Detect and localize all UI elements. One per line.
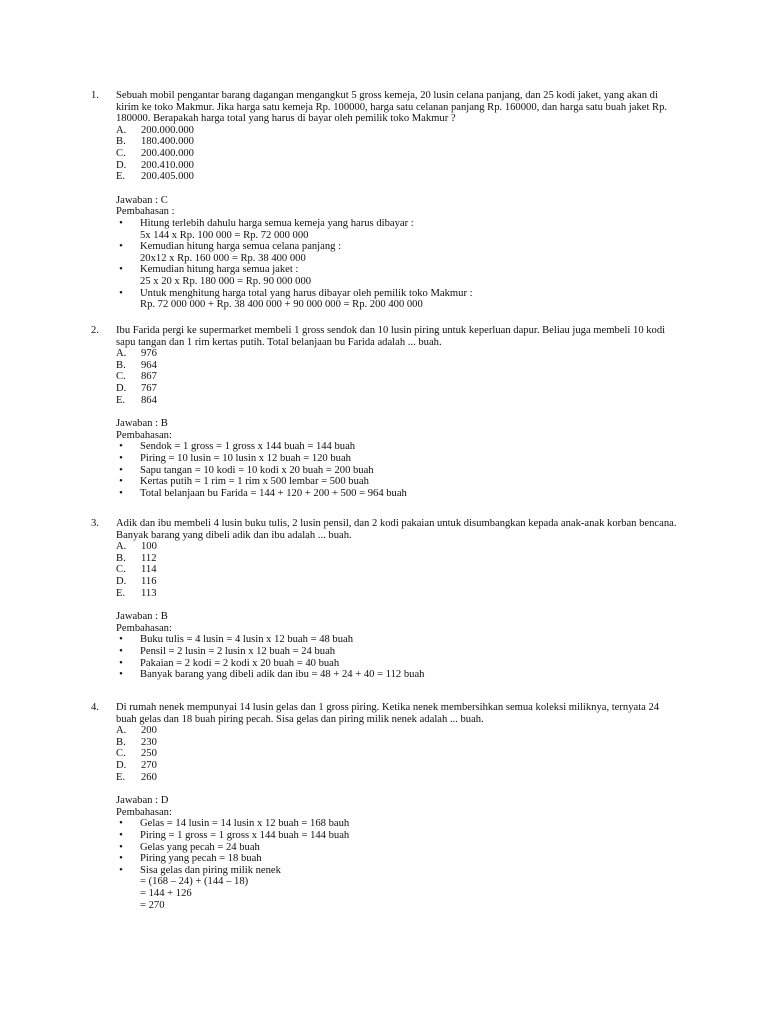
answer-key: Jawaban : B [116,611,168,623]
option-letter: A. [116,348,127,360]
option-value: 180.400.000 [141,136,194,148]
option-letter: E. [116,394,126,406]
explanation-item [116,264,681,287]
bullet-icon: • [119,464,123,476]
bullet-icon: • [119,264,123,276]
question-text: Sebuah mobil pengantar barang dagangan mengangkut 5 gross kemeja, 20 lusin celana panjang, dan 25 kodi jaket, yang akan di kirim ke toko Makmur. Jika harga satu kemeja Rp. 100000, harga satu celanan panjang Rp. 160000, dan harga satu buah jaket Rp. 180000. Berapakah harga total yang harus di bayar oleh pemilik toko Makmur ? [116,90,668,125]
explanation-line: Kertas putih = 1 rim = 1 rim x 500 lembar = 500 buah [140,476,369,488]
explanation-line: Total belanjaan bu Farida = 144 + 120 + 200 + 500 = 964 buah [140,487,407,499]
bullet-icon: • [119,287,123,299]
answer-key: Jawaban : B [116,418,168,430]
option-value: 200.000.000 [141,124,194,136]
explanation-line: Gelas yang pecah = 24 buah [140,841,260,853]
question-number: 4. [91,702,99,713]
explanation-list [116,441,681,499]
bullet-icon: • [119,441,123,453]
option-value: 200 [141,725,157,737]
explanation-item [116,476,681,488]
bullet-icon: • [119,829,123,841]
explanation-line: Kemudian hitung harga semua celana panjang : [140,241,342,253]
question-2 [91,325,681,499]
option-value: 200.410.000 [141,159,194,171]
explanation-item [116,465,681,477]
answer-option [116,748,681,760]
explanation-line: Sendok = 1 gross = 1 gross x 144 buah = 144 buah [140,441,356,453]
explanation-line: Piring yang pecah = 18 buah [140,853,262,865]
option-value: 116 [141,575,157,587]
explanation-line: = 270 [140,899,165,911]
explanation-line: Rp. 72 000 000 + Rp. 38 400 000 + 90 000 000 = Rp. 200 400 000 [140,299,423,311]
question-1 [91,90,681,311]
explanation-list [116,218,681,311]
option-letter: A. [116,124,127,136]
option-value: 113 [141,587,157,599]
explanation-line: = 144 + 126 [140,887,192,899]
answer-option [116,395,681,407]
bullet-icon: • [119,634,123,646]
explanation-line: Sapu tangan = 10 kodi = 10 kodi x 20 buah = 200 buah [140,464,374,476]
explanation-item [116,669,681,681]
option-letter: B. [116,359,126,371]
option-letter: B. [116,136,126,148]
option-value: 767 [141,382,157,394]
option-value: 864 [141,394,157,406]
answer-option [116,541,681,553]
option-letter: C. [116,564,126,576]
explanation-line: Gelas = 14 lusin = 14 lusin x 12 buah = 168 bauh [140,818,350,830]
option-letter: A. [116,725,127,737]
explanation-line: 20x12 x Rp. 160 000 = Rp. 38 400 000 [140,252,306,264]
answer-option [116,737,681,749]
bullet-icon: • [119,452,123,464]
bullet-icon: • [119,853,123,865]
explanation-item [116,488,681,500]
bullet-icon: • [119,864,123,876]
bullet-icon: • [119,841,123,853]
explanation-line: = (168 – 24) + (144 – 18) [140,876,249,888]
question-number: 3. [91,518,99,529]
answer-key: Jawaban : C [116,194,168,206]
explanation-item [116,853,681,865]
explanation-item [116,634,681,646]
explanation-item [116,658,681,670]
explanation-item [116,218,681,241]
explanation-list [116,634,681,680]
explanation-line: Piring = 10 lusin = 10 lusin x 12 buah = 120 buah [140,452,351,464]
explanation-item [116,441,681,453]
answer-option [116,348,681,360]
answer-option [116,576,681,588]
question-number: 2. [91,325,99,336]
explanation-item [116,842,681,854]
bullet-icon: • [119,818,123,830]
bullet-icon: • [119,657,123,669]
option-letter: D. [116,759,127,771]
bullet-icon: • [119,487,123,499]
explanation-label: Pembahasan: [116,622,172,634]
answer-option [116,171,681,183]
explanation-item [116,830,681,842]
explanation-list [116,818,681,911]
option-letter: C. [116,147,126,159]
option-value: 100 [141,541,157,553]
bullet-icon: • [119,476,123,488]
option-letter: C. [116,748,126,760]
bullet-icon: • [119,217,123,229]
option-letter: A. [116,541,127,553]
explanation-line: Buku tulis = 4 lusin = 4 lusin x 12 buah = 48 buah [140,634,354,646]
answer-option [116,725,681,737]
explanation-line: Pakaian = 2 kodi = 2 kodi x 20 buah = 40 buah [140,657,340,669]
explanation-line: Hitung terlebih dahulu harga semua kemeja yang harus dibayar : [140,217,414,229]
option-value: 200.400.000 [141,147,194,159]
option-value: 964 [141,359,157,371]
explanation-item [116,865,681,911]
question-4 [91,702,681,911]
answer-key: Jawaban : D [116,795,169,807]
explanation-line: Piring = 1 gross = 1 gross x 144 buah = 144 buah [140,829,350,841]
answer-option [116,160,681,172]
option-value: 250 [141,748,157,760]
question-number: 1. [91,90,99,101]
explanation-item [116,818,681,830]
answer-option [116,360,681,372]
explanation-line: Sisa gelas dan piring milik nenek [140,864,281,876]
option-value: 270 [141,759,157,771]
explanation-label: Pembahasan: [116,806,172,818]
bullet-icon: • [119,241,123,253]
question-text: Adik dan ibu membeli 4 lusin buku tulis, 2 lusin pensil, dan 2 kodi pakaian untuk disumbangkan kepada anak-anak korban bencana. Banyak barang yang dibeli adik dan ibu adalah ... buah. [116,518,677,541]
option-letter: D. [116,159,127,171]
explanation-line: Untuk menghitung harga total yang harus dibayar oleh pemilik toko Makmur : [140,287,473,299]
question-text: Ibu Farida pergi ke supermarket membeli 1 gross sendok dan 10 lusin piring untuk keperluan dapur. Beliau juga membeli 10 kodi sapu tangan dan 1 rim kertas putih. Total belanjaan bu Farida adalah ... buah. [116,325,666,348]
question-text: Di rumah nenek mempunyai 14 lusin gelas dan 1 gross piring. Ketika nenek membersihkan semua koleksi miliknya, ternyata 24 buah gelas dan 18 buah piring pecah. Sisa gelas dan piring milik nenek adalah ... buah. [116,702,660,725]
bullet-icon: • [119,645,123,657]
explanation-item [116,241,681,264]
explanation-line: Banyak barang yang dibeli adik dan ibu = 48 + 24 + 40 = 112 buah [140,669,425,681]
option-letter: E. [116,587,126,599]
answer-option [116,125,681,137]
option-letter: D. [116,382,127,394]
option-letter: E. [116,171,126,183]
option-value: 260 [141,771,157,783]
answer-option [116,772,681,784]
question-3 [91,518,681,681]
explanation-item [116,288,681,311]
answer-option [116,148,681,160]
option-letter: E. [116,771,126,783]
option-value: 112 [141,552,157,564]
explanation-label: Pembahasan: [116,429,172,441]
option-value: 867 [141,371,157,383]
answer-option [116,371,681,383]
answer-option [116,588,681,600]
answer-option [116,136,681,148]
explanation-line: Pensil = 2 lusin = 2 lusin x 12 buah = 24 buah [140,645,336,657]
option-letter: C. [116,371,126,383]
option-letter: B. [116,736,126,748]
bullet-icon: • [119,669,123,681]
answer-option [116,553,681,565]
explanation-line: 5x 144 x Rp. 100 000 = Rp. 72 000 000 [140,229,309,241]
explanation-label: Pembahasan : [116,206,175,218]
answer-option [116,564,681,576]
answer-option [116,760,681,772]
explanation-line: Kemudian hitung harga semua jaket : [140,264,299,276]
option-value: 976 [141,348,157,360]
option-letter: D. [116,575,127,587]
answer-option [116,383,681,395]
option-letter: B. [116,552,126,564]
option-value: 200.405.000 [141,171,194,183]
explanation-item [116,646,681,658]
option-value: 114 [141,564,157,576]
option-value: 230 [141,736,157,748]
explanation-line: 25 x 20 x Rp. 180 000 = Rp. 90 000 000 [140,275,312,287]
explanation-item [116,453,681,465]
